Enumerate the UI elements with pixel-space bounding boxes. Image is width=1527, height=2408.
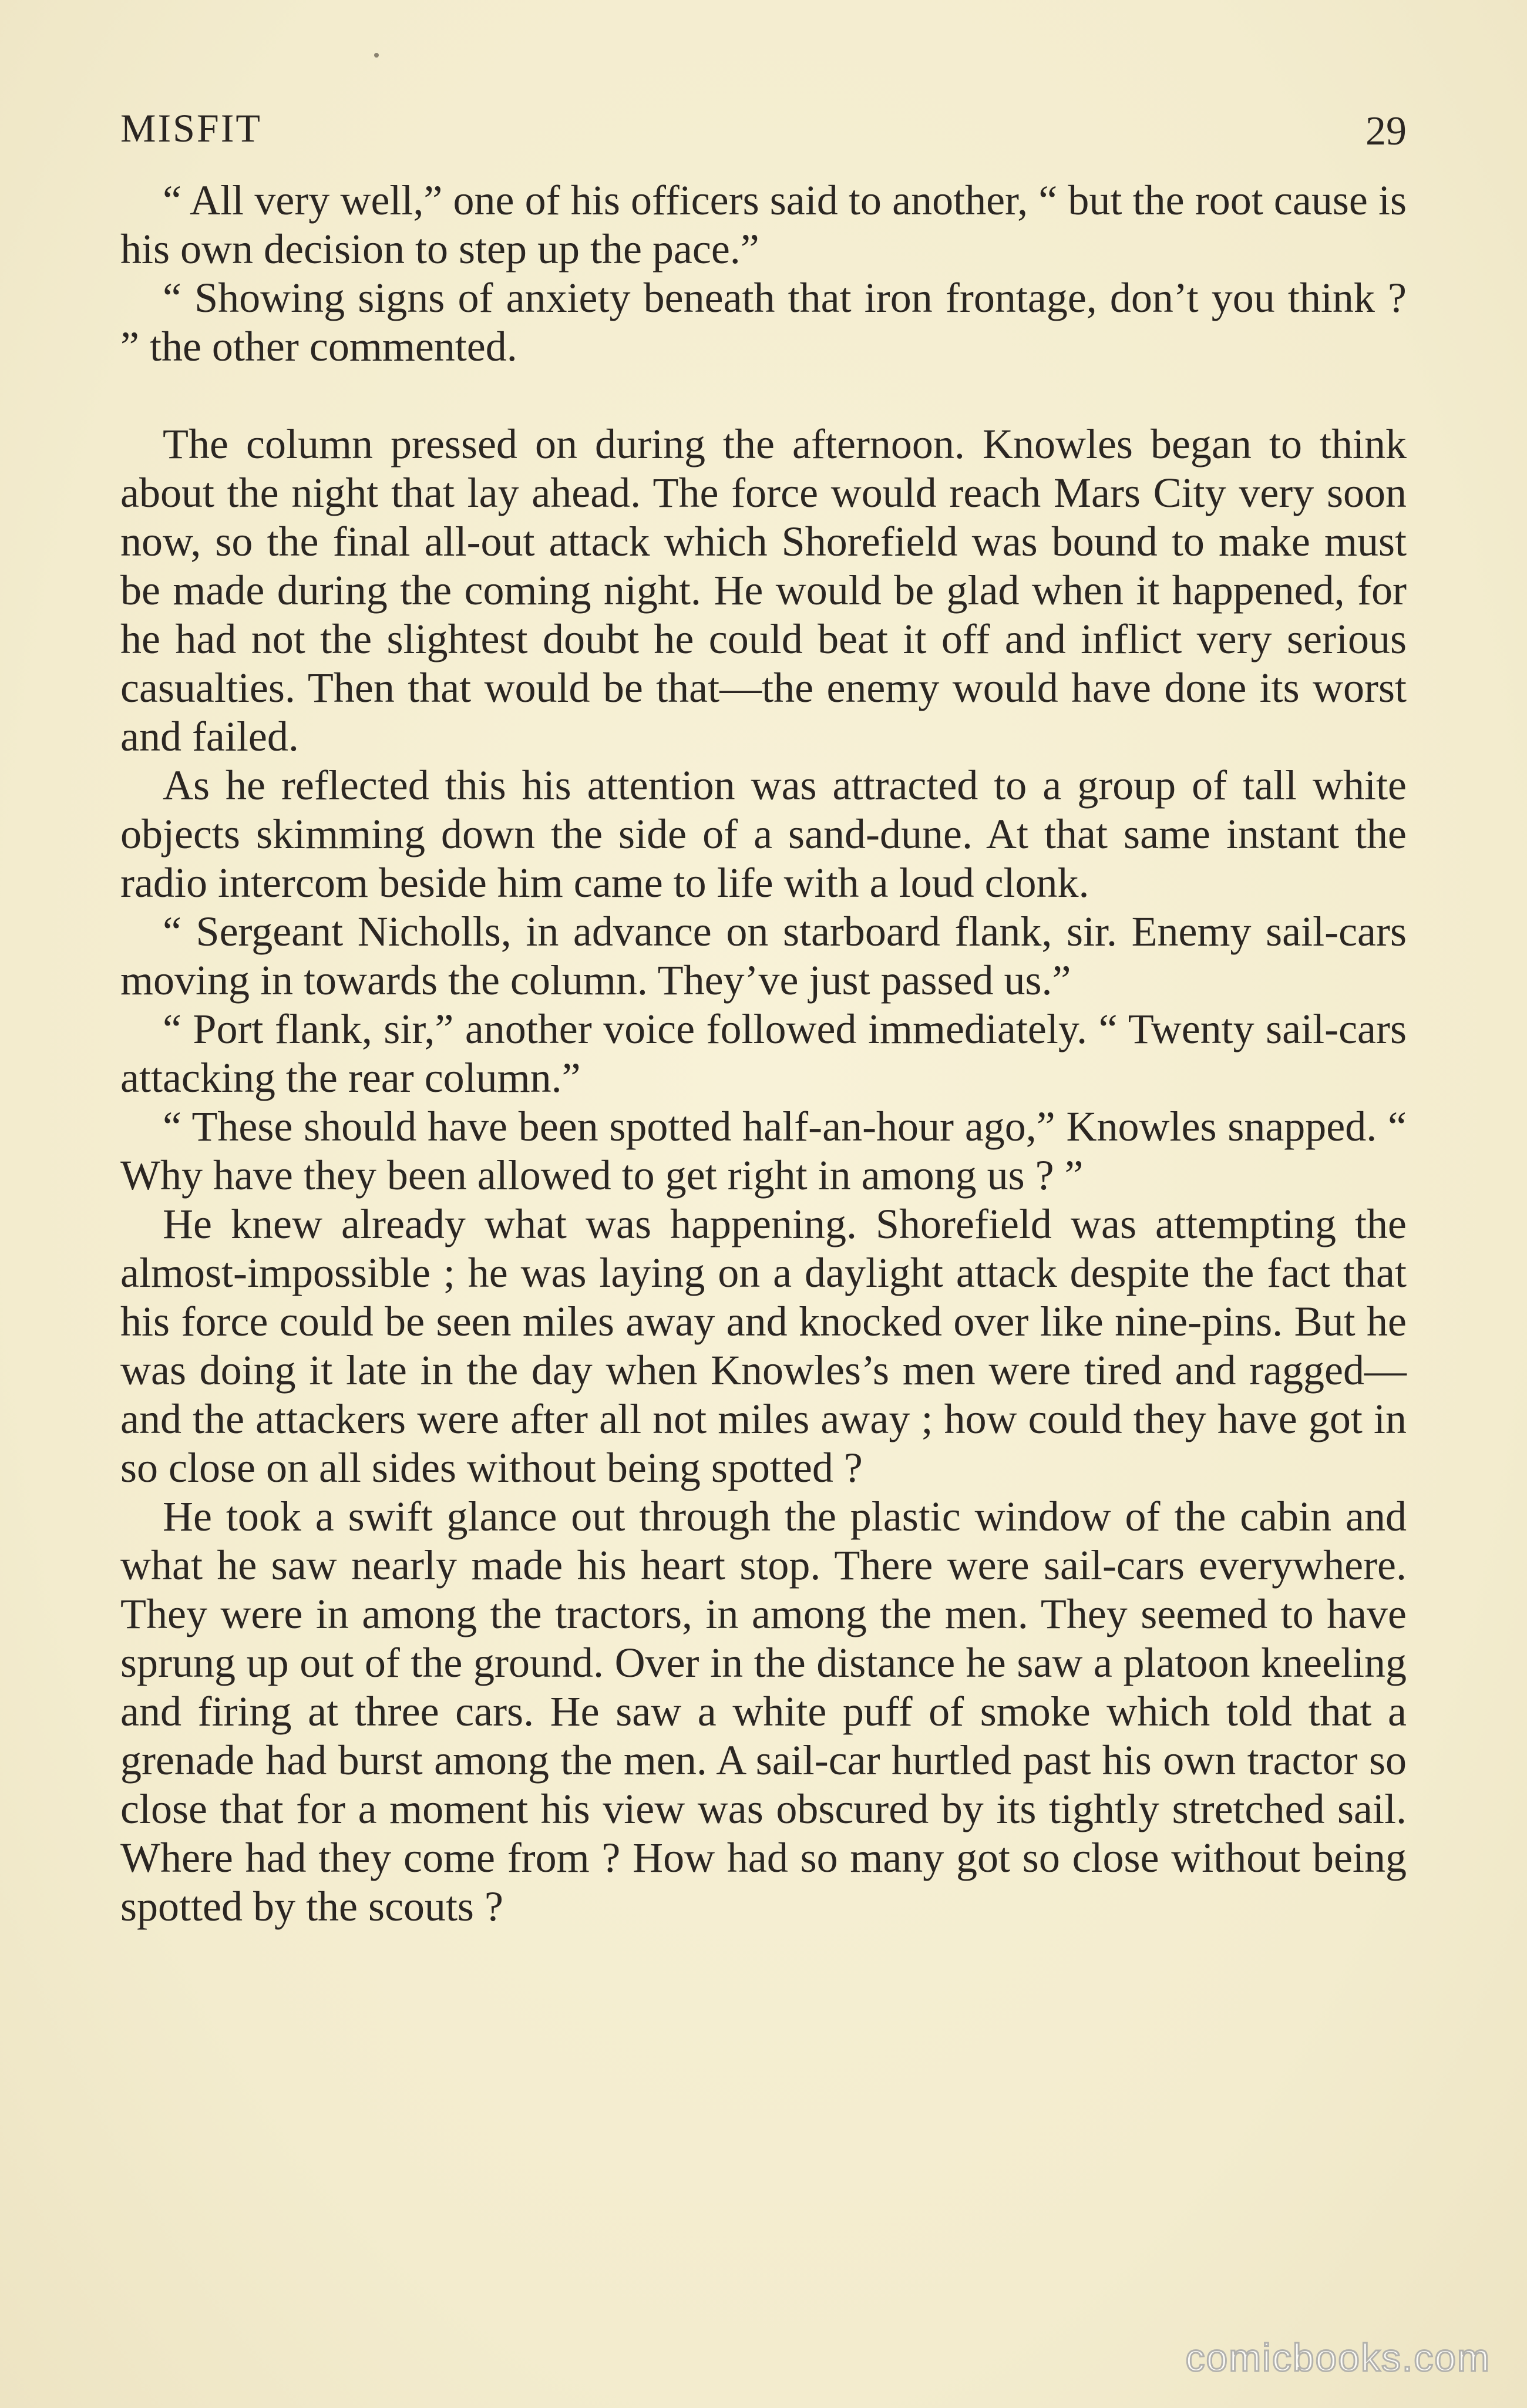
paragraph-4: As he reflected this his attention was attracted to a group of tall white objects skimming down the side of a sand-dune. At that same instant the radio intercom beside him came to life with a loud clonk. — [120, 762, 1407, 906]
running-title: MISFIT — [120, 106, 262, 150]
page-header — [120, 99, 1407, 157]
paragraph-2: “ Showing signs of anxiety beneath that iron frontage, don’t you think ? ” the other commented. — [120, 274, 1407, 370]
paragraph-6: “ Port flank, sir,” another voice followed immediately. “ Twenty sail-cars attacking the rear column.” — [120, 1005, 1407, 1101]
paragraph-1: “ All very well,” one of his officers said to another, “ but the root cause is his own decision to step up the pace.” — [120, 177, 1407, 273]
watermark: comicbooks.com — [1185, 2336, 1491, 2379]
paragraph-3: The column pressed on during the afternoon. Knowles began to think about the night that lay ahead. The force would reach Mars City very soon now, so the final all-out attack which Shorefield was bound to make must be made during the coming night. He would be glad when it happened, for he had not the slightest doubt he could beat it off and inflict very serious casualties. Then that would be that—the enemy would have done its worst and failed. — [120, 421, 1407, 760]
paragraph-7: “ These should have been spotted half-an-hour ago,” Knowles snapped. “ Why have they been allowed to get right in among us ? ” — [120, 1103, 1407, 1199]
ink-speck — [374, 53, 379, 58]
body-text — [120, 176, 1407, 1931]
paragraph-9: He took a swift glance out through the plastic window of the cabin and what he saw nearly made his heart stop. There were sail-cars everywhere. They were in among the tractors, in among the men. They seemed to have sprung up out of the ground. Over in the distance he saw a platoon kneeling and firing at three cars. He saw a white puff of smoke which told that a grenade had burst among the men. A sail-car hurtled past his own tractor so close that for a moment his view was obscured by its tightly stretched sail. Where had they come from ? How had so many got so close without being spotted by the scouts ? — [120, 1493, 1407, 1930]
page-number: 29 — [1365, 109, 1407, 154]
paragraph-8: He knew already what was happening. Shorefield was attempting the almost-impossible ; he was laying on a daylight attack despite the fact that his force could be seen miles away and knocked over like nine-pins. But he was doing it late in the day when Knowles’s men were tired and ragged—and the attackers were after all not miles away ; how could they have got in so close on all sides without being spotted ? — [120, 1200, 1407, 1491]
paragraph-5: “ Sergeant Nicholls, in advance on starboard flank, sir. Enemy sail-cars moving in towards the column. They’ve just passed us.” — [120, 908, 1407, 1004]
